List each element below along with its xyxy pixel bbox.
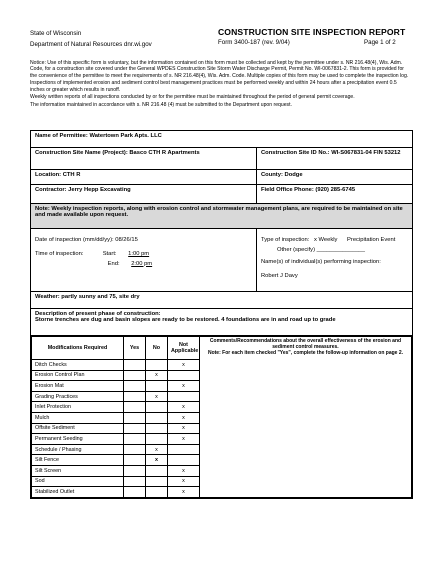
- no-checkbox[interactable]: [146, 476, 168, 487]
- no-checkbox[interactable]: x: [146, 370, 168, 381]
- no-checkbox[interactable]: x: [146, 444, 168, 455]
- type-inspector-cell: [257, 229, 413, 292]
- not-applicable-checkbox[interactable]: x: [168, 476, 200, 487]
- modification-name: Sod: [32, 476, 124, 487]
- yes-checkbox[interactable]: [124, 412, 146, 423]
- not-applicable-checkbox[interactable]: x: [168, 402, 200, 413]
- weather-field[interactable]: Weather: partly sunny and 75, site dry: [31, 292, 413, 309]
- comments-note-text: For each item checked "Yes", complete the follow-up information on page 2.: [220, 350, 404, 356]
- yes-checkbox[interactable]: [124, 444, 146, 455]
- time-label: Time of inspection:: [35, 251, 84, 257]
- modification-name: Stabilized Outlet: [32, 487, 124, 498]
- notice-block: [30, 60, 412, 109]
- modification-name: Erosion Mat: [32, 381, 124, 392]
- not-applicable-checkbox[interactable]: x: [168, 434, 200, 445]
- site-name-field[interactable]: Construction Site Name (Project): Basco CTH R Apartments: [31, 148, 257, 170]
- inspector-label: Name(s) of individual(s) performing inspection:: [261, 258, 381, 265]
- yes-checkbox[interactable]: [124, 465, 146, 476]
- comments-cell[interactable]: [200, 337, 412, 498]
- permittee-field[interactable]: Name of Permittee: Watertown Park Apts. LLC: [31, 131, 413, 148]
- precipitation-option[interactable]: Precipitation Event: [347, 237, 396, 243]
- weekly-option: Weekly: [318, 237, 338, 243]
- notice-paragraph-3: Weekly written reports of all inspections conducted by or for the permittee must be maintained throughout the period of general permit coverage.: [30, 94, 355, 101]
- modification-name: Permanent Seeding: [32, 434, 124, 445]
- modifications-section: [31, 336, 413, 499]
- not-applicable-checkbox[interactable]: x: [168, 465, 200, 476]
- yes-checkbox[interactable]: [124, 402, 146, 413]
- yes-checkbox[interactable]: [124, 476, 146, 487]
- site-id-field[interactable]: Construction Site ID No.: WI-S067831-04 FIN 53212: [257, 148, 413, 170]
- not-applicable-checkbox[interactable]: [168, 444, 200, 455]
- phase-label: Description of present phase of construction:: [35, 311, 161, 317]
- maintain-note: Note: Weekly inspection reports, along with erosion control and stormwater management plans, are required to be maintained on site and made available upon request.: [31, 204, 413, 229]
- comments-title: Comments/Recommendations: [209, 338, 282, 344]
- notice-paragraph-1: Notice: Use of this specific form is voluntary, but the information contained on this form must be collected and kept by the permittee under s. NR 216.48(4), Wis. Adm. Code, for a construction site covered under the General WPDES Construction Site Storm Water Discharge Permit, Permit No. WI-0067831-2. This form is provided for the convenience of the permittee to meet the requirements of s. NR 216.48(4), Wis. Adm. Code. Multiple copies of this form may be used to complete the inspection log.: [30, 60, 409, 79]
- end-label: End:: [107, 260, 120, 267]
- no-checkbox[interactable]: [146, 465, 168, 476]
- weekly-checkbox[interactable]: x: [313, 237, 317, 243]
- not-applicable-checkbox[interactable]: [168, 455, 200, 466]
- no-checkbox[interactable]: [146, 487, 168, 498]
- yes-checkbox[interactable]: [124, 381, 146, 392]
- no-checkbox[interactable]: [146, 381, 168, 392]
- type-label: Type of inspection:: [261, 237, 310, 243]
- not-applicable-checkbox[interactable]: x: [168, 487, 200, 498]
- form-number: Form 3400-187 (rev. 9/04): [218, 39, 290, 46]
- modification-name: Grading Practices: [32, 391, 124, 402]
- not-applicable-checkbox[interactable]: x: [168, 423, 200, 434]
- modifications-header: Modifications Required: [32, 337, 124, 360]
- field-phone-field[interactable]: Field Office Phone: (920) 285-6745: [257, 185, 413, 204]
- date-label: Date of inspection (mm/dd/yy):: [35, 237, 114, 243]
- other-option[interactable]: Other (specify): [277, 246, 316, 253]
- not-applicable-checkbox[interactable]: [168, 391, 200, 402]
- start-label: Start:: [102, 251, 117, 257]
- no-checkbox[interactable]: [146, 412, 168, 423]
- report-title: CONSTRUCTION SITE INSPECTION REPORT: [218, 27, 406, 37]
- modification-name: Silt Fence: [32, 455, 124, 466]
- modification-name: Erosion Control Plan: [32, 370, 124, 381]
- department-name: Department of Natural Resources dnr.wi.gov: [30, 41, 152, 48]
- agency-block: [30, 28, 152, 50]
- other-blank[interactable]: _______________: [316, 246, 365, 253]
- not-applicable-checkbox[interactable]: x: [168, 412, 200, 423]
- yes-checkbox[interactable]: [124, 391, 146, 402]
- no-checkbox[interactable]: [146, 402, 168, 413]
- modification-name: Ditch Checks: [32, 360, 124, 371]
- no-checkbox[interactable]: x: [146, 455, 168, 466]
- yes-checkbox[interactable]: [124, 434, 146, 445]
- no-checkbox[interactable]: [146, 434, 168, 445]
- modification-name: Silt Screen: [32, 465, 124, 476]
- not-applicable-checkbox[interactable]: [168, 370, 200, 381]
- phase-value[interactable]: Storne trenches are dug and basin slopes are ready to be restored. 4 foundations are in and road up to grade: [35, 317, 336, 323]
- modification-name: Inlet Protection: [32, 402, 124, 413]
- county-field[interactable]: County: Dodge: [257, 170, 413, 185]
- modification-name: Schedule / Phasing: [32, 444, 124, 455]
- comments-note-label: Note:: [207, 350, 221, 356]
- not-applicable-header: Not Applicable: [168, 337, 200, 360]
- date-value[interactable]: 08/26/15: [115, 237, 138, 243]
- modification-name: Offsite Sediment: [32, 423, 124, 434]
- no-checkbox[interactable]: [146, 360, 168, 371]
- modification-name: Mulch: [32, 412, 124, 423]
- location-field[interactable]: Location: CTH R: [31, 170, 257, 185]
- state-name: State of Wisconsin: [30, 30, 82, 37]
- yes-checkbox[interactable]: [124, 423, 146, 434]
- inspector-name[interactable]: Robert J Davy: [261, 272, 298, 279]
- construction-phase-field[interactable]: [31, 309, 413, 336]
- inspection-form: [30, 130, 413, 499]
- start-time-value[interactable]: 1:00 pm: [128, 251, 150, 257]
- no-checkbox[interactable]: x: [146, 391, 168, 402]
- yes-checkbox[interactable]: [124, 360, 146, 371]
- no-checkbox[interactable]: [146, 423, 168, 434]
- contractor-field[interactable]: Contractor: Jerry Hepp Excavating: [31, 185, 257, 204]
- date-time-cell: [31, 229, 257, 292]
- yes-checkbox[interactable]: [124, 487, 146, 498]
- page-number: Page 1 of 2: [364, 39, 396, 46]
- comments-instructions: about the overall effectiveness of the erosion and sediment control measures.: [272, 338, 402, 350]
- not-applicable-checkbox[interactable]: x: [168, 360, 200, 371]
- modifications-table: [31, 336, 412, 498]
- notice-paragraph-2: Inspections of implemented erosion and sediment control best management practices must be performed weekly and within 24 hours after a precipitation event 0.5 inches or greater which results in runoff.: [30, 80, 397, 93]
- yes-header: Yes: [124, 337, 146, 360]
- yes-checkbox[interactable]: [124, 370, 146, 381]
- notice-paragraph-4: The information maintained in accordance with s. NR 216.48 (4) must be submitted to the Department upon request.: [30, 102, 292, 109]
- yes-checkbox[interactable]: [124, 455, 146, 466]
- not-applicable-checkbox[interactable]: x: [168, 381, 200, 392]
- end-time-value[interactable]: 2:00 pm: [131, 260, 153, 267]
- no-header: No: [146, 337, 168, 360]
